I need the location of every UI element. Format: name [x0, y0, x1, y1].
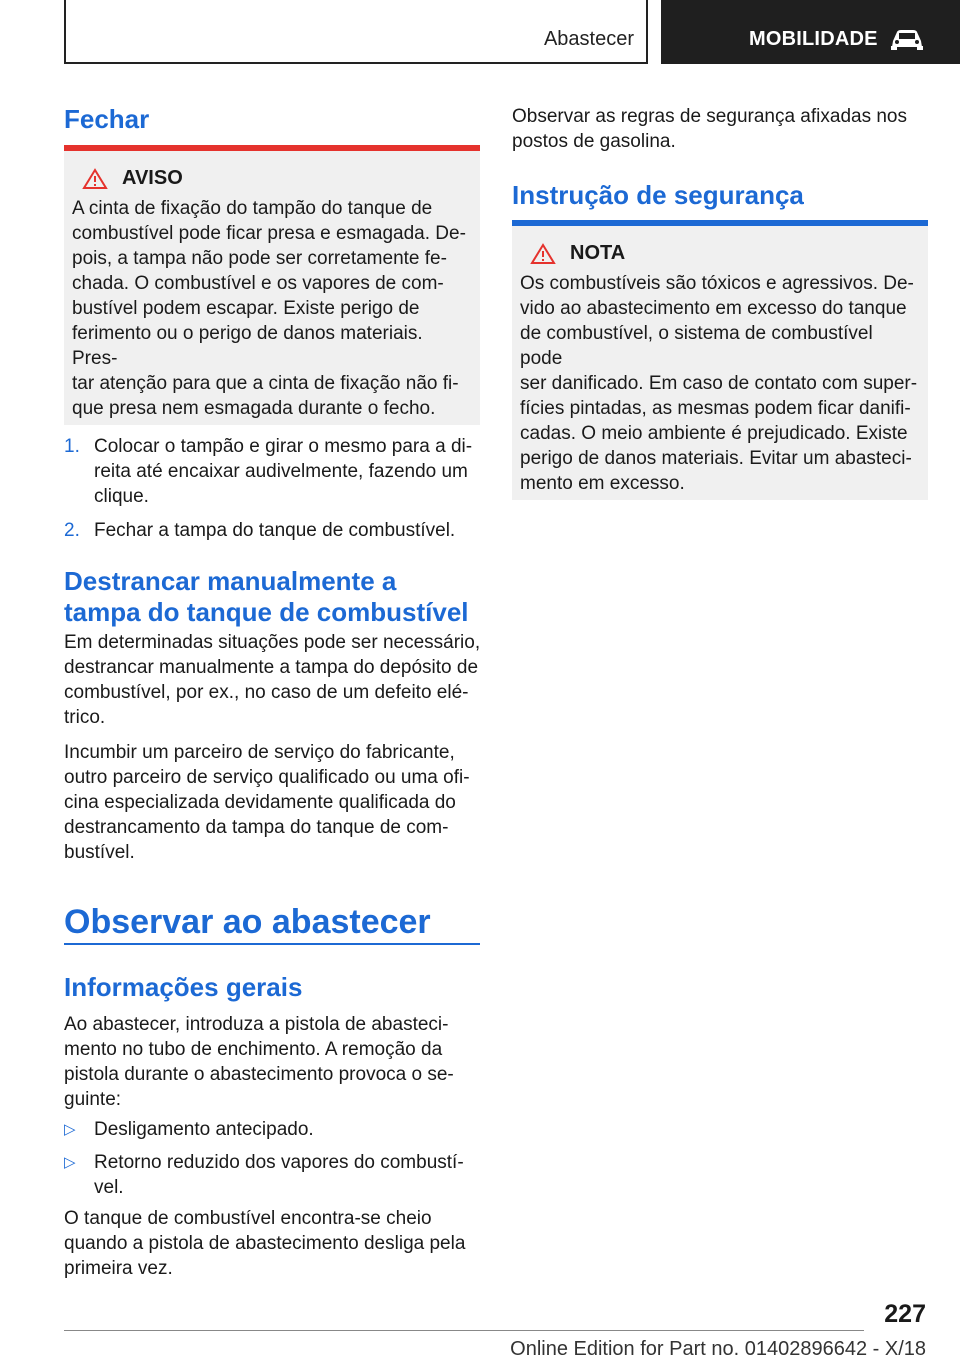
- text-line: postos de gasolina.: [512, 131, 676, 152]
- warning-triangle-icon: [82, 168, 108, 190]
- aviso-line: ferimento ou o perigo de danos materiais. Pres-: [72, 323, 423, 369]
- text-line: O tanque de combustível encontra-se cheio: [64, 1208, 432, 1229]
- title-line: tampa do tanque de combustível: [64, 597, 469, 627]
- aviso-label: AVISO: [122, 167, 183, 189]
- aviso-line: bustível podem escapar. Existe perigo de: [72, 298, 420, 319]
- step-line: Colocar o tampão e girar o mesmo para a di-: [94, 436, 473, 457]
- header-chapter-title: MOBILIDADE: [749, 28, 878, 50]
- text-line: trico.: [64, 707, 106, 728]
- nota-line: de combustível, o sistema de combustível pode: [520, 323, 873, 369]
- aviso-box: [64, 151, 480, 425]
- list-item: [64, 434, 480, 509]
- car-icon: [889, 27, 925, 51]
- step-number: 1.: [64, 436, 80, 457]
- section-title-info: Informações gerais: [64, 972, 303, 1002]
- text-line: Em determinadas situações pode ser necessário,: [64, 632, 481, 653]
- triangle-bullet-icon: ▷: [64, 1121, 76, 1138]
- chapter-rule: [64, 943, 480, 945]
- step-number: 2.: [64, 520, 80, 541]
- text-line: outro parceiro de serviço qualificado ou uma ofi-: [64, 767, 470, 788]
- nota-line: fícies pintadas, as mesmas podem ficar danifi-: [520, 398, 911, 419]
- text-line: guinte:: [64, 1089, 122, 1110]
- text-line: combustível, por ex., no caso de um defeito elé-: [64, 682, 469, 703]
- aviso-line: pois, a tampa não pode ser corretamente fe-: [72, 248, 447, 269]
- aviso-header: [82, 167, 472, 190]
- text-line: cina especializada devidamente qualificada do: [64, 792, 456, 813]
- bullet-line: Desligamento antecipado.: [94, 1119, 314, 1140]
- destrancar-paragraph-1: [64, 630, 484, 730]
- warning-triangle-icon: [530, 243, 556, 265]
- step-line: reita até encaixar audivelmente, fazendo um: [94, 461, 468, 482]
- header-section-title: Abastecer: [543, 28, 634, 50]
- bullet-list: [64, 1117, 484, 1200]
- triangle-bullet-icon: ▷: [64, 1154, 76, 1171]
- info-paragraph-1: [64, 1012, 484, 1112]
- bullet-line: Retorno reduzido dos vapores do combustí-: [94, 1152, 464, 1173]
- aviso-line: chada. O combustível e os vapores de com-: [72, 273, 444, 294]
- aviso-line: tar atenção para que a cinta de fixação não fi-: [72, 373, 459, 394]
- aviso-line: que presa nem esmagada durante o fecho.: [72, 398, 436, 419]
- text-line: pistola durante o abastecimento provoca o se-: [64, 1064, 454, 1085]
- step-text: [94, 434, 480, 509]
- nota-line: vido ao abastecimento em excesso do tanque: [520, 298, 907, 319]
- aviso-text: [72, 196, 472, 421]
- section-title-seguranca: Instrução de segurança: [512, 180, 804, 210]
- list-item: [64, 1117, 484, 1142]
- text-line: Observar as regras de segurança afixadas nos: [512, 106, 907, 127]
- nota-header: [530, 242, 920, 265]
- text-line: primeira vez.: [64, 1258, 173, 1279]
- nota-text: [520, 271, 920, 496]
- text-line: mento no tubo de enchimento. A remoção da: [64, 1039, 443, 1060]
- aviso-line: A cinta de fixação do tampão do tanque de: [72, 198, 433, 219]
- footer-rule: [64, 1330, 864, 1331]
- chapter-title-observar: Observar ao abastecer: [64, 903, 431, 941]
- edition-text: Online Edition for Part no. 01402896642 - X/18: [510, 1338, 926, 1360]
- text-line: destrancamento da tampa do tanque de com-: [64, 817, 449, 838]
- nota-label: NOTA: [570, 242, 626, 264]
- step-text: [94, 518, 480, 543]
- nota-box: [512, 226, 928, 500]
- bullet-text: [94, 1117, 484, 1142]
- destrancar-paragraph-2: [64, 740, 484, 865]
- nota-line: perigo de danos materiais. Evitar um abasteci-: [520, 448, 912, 469]
- text-line: destrancar manualmente a tampa do depósito de: [64, 657, 479, 678]
- header-chapter-box: [661, 0, 960, 64]
- page-number: 227: [884, 1300, 926, 1328]
- aviso-line: combustível pode ficar presa e esmagada. De-: [72, 223, 466, 244]
- nota-line: cadas. O meio ambiente é prejudicado. Existe: [520, 423, 908, 444]
- bullet-line: vel.: [94, 1177, 124, 1198]
- header-section-box: [64, 0, 648, 64]
- steps-list: [64, 434, 480, 543]
- bullet-text: [94, 1150, 484, 1200]
- info-paragraph-2: [64, 1206, 484, 1281]
- text-line: bustível.: [64, 842, 135, 863]
- section-title-fechar: Fechar: [64, 104, 150, 134]
- text-line: quando a pistola de abastecimento desliga pela: [64, 1233, 466, 1254]
- text-line: Ao abastecer, introduza a pistola de abasteci-: [64, 1014, 449, 1035]
- step-line: clique.: [94, 486, 149, 507]
- step-line: Fechar a tampa do tanque de combustível.: [94, 520, 456, 541]
- nota-line: Os combustíveis são tóxicos e agressivos. De-: [520, 273, 914, 294]
- intro-paragraph: [512, 104, 932, 154]
- list-item: [64, 518, 480, 543]
- nota-line: mento em excesso.: [520, 473, 685, 494]
- nota-line: ser danificado. Em caso de contato com super-: [520, 373, 918, 394]
- text-line: Incumbir um parceiro de serviço do fabricante,: [64, 742, 455, 763]
- list-item: [64, 1150, 484, 1200]
- title-line: Destrancar manualmente a: [64, 566, 397, 596]
- section-title-destrancar: [64, 566, 484, 628]
